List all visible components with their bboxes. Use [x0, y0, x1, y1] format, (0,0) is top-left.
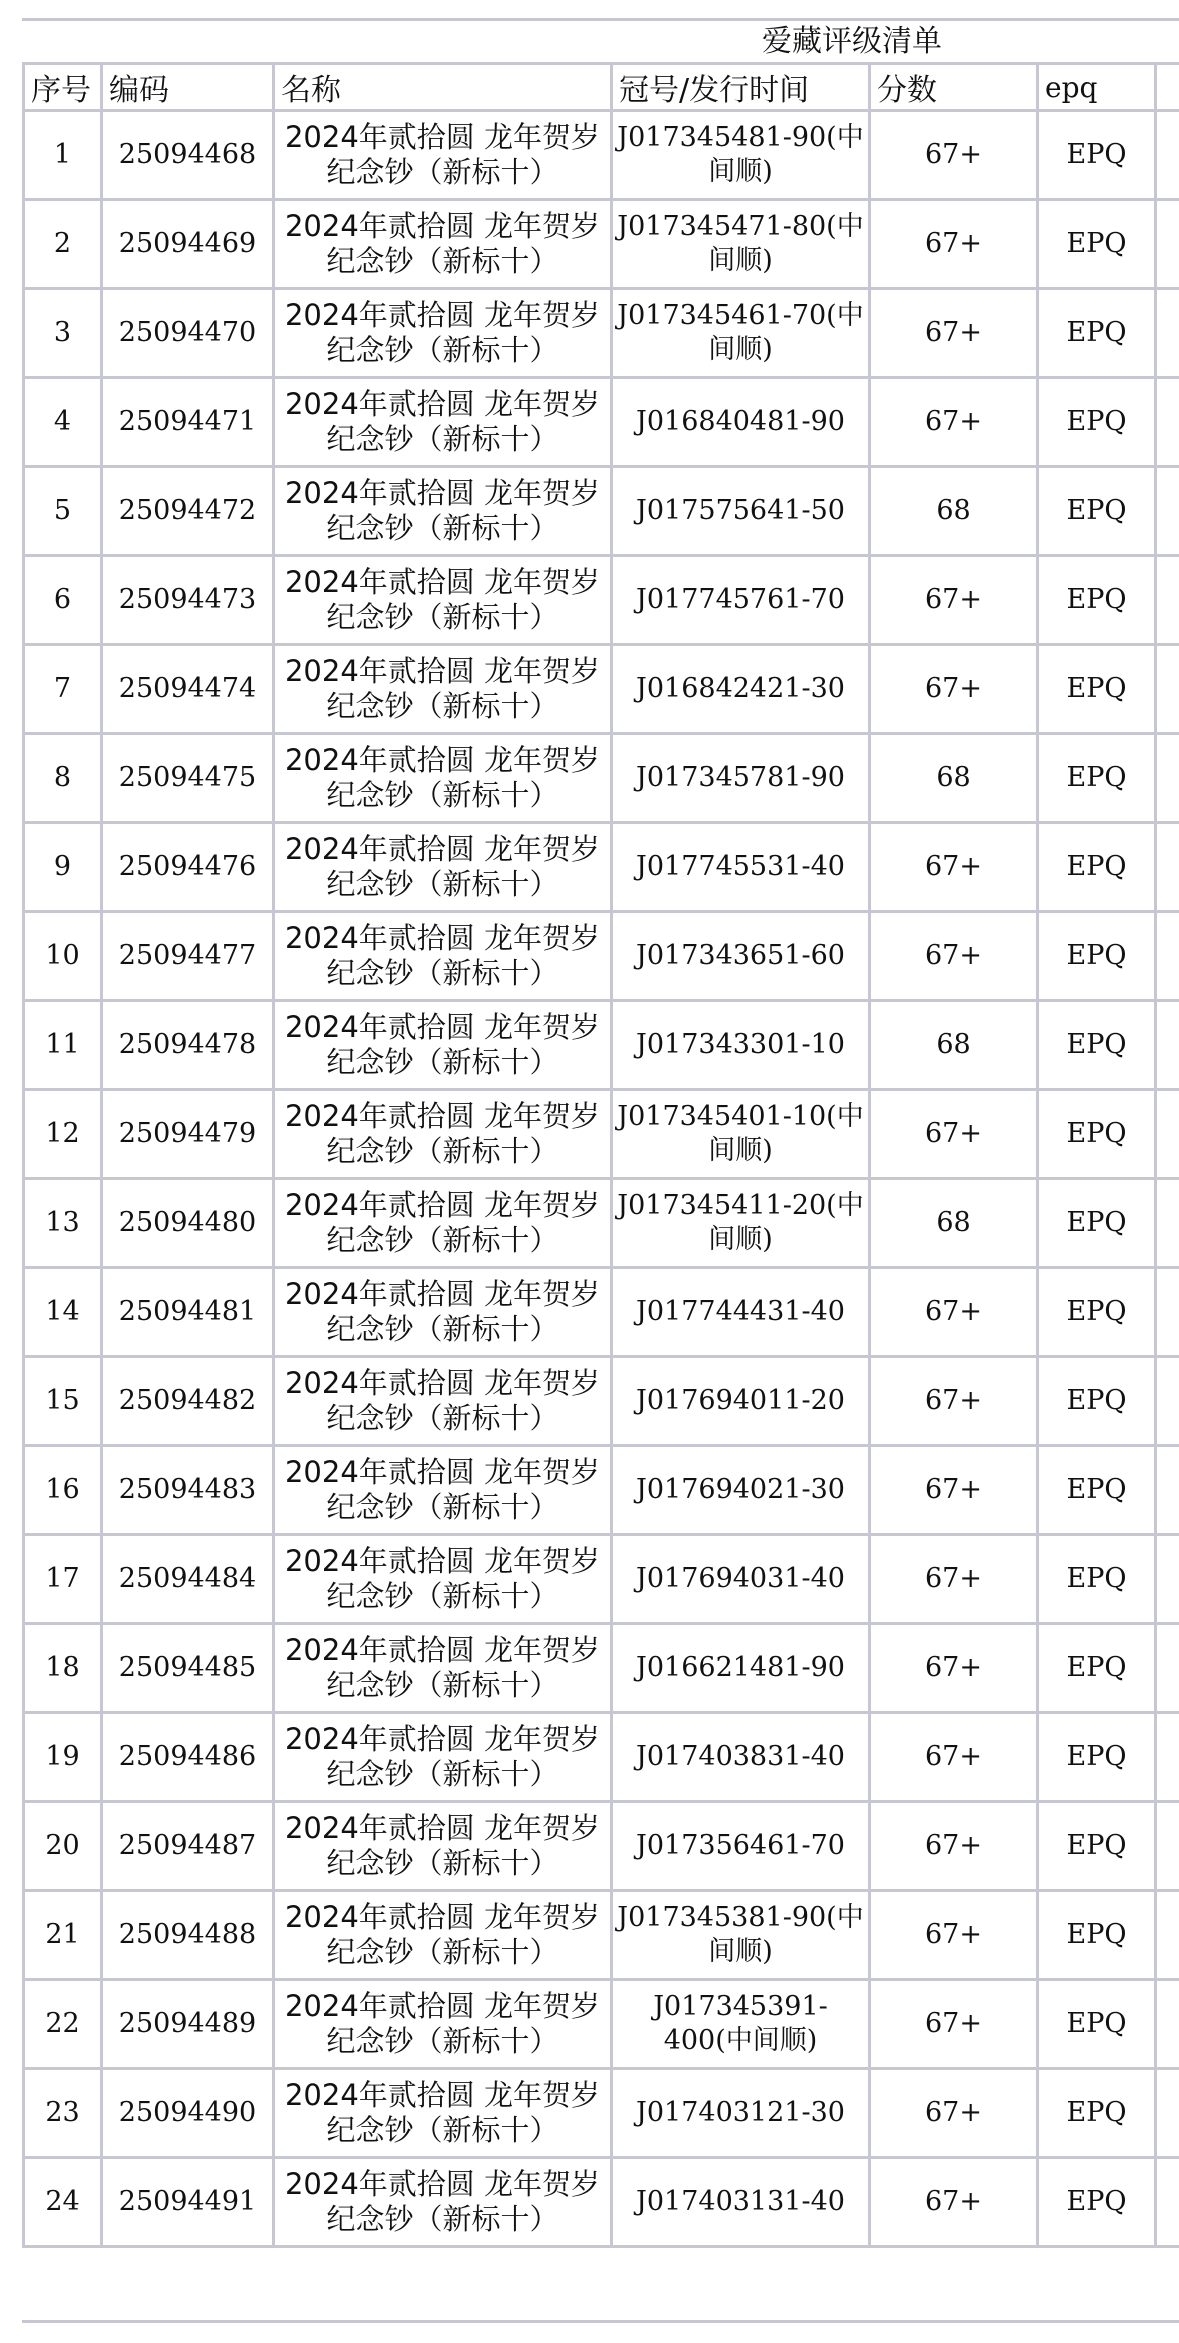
row-grade: EPQ [1038, 2069, 1156, 2158]
row-serial: J017345411-20(中间顺) [612, 1179, 870, 1268]
row-name: 2024年贰拾圆 龙年贺岁纪念钞（新标十） [274, 823, 612, 912]
row-grade: EPQ [1038, 1802, 1156, 1891]
row-serial: J017343301-10 [612, 1001, 870, 1090]
row-score: 67+ [870, 200, 1038, 289]
row-code: 25094490 [102, 2069, 274, 2158]
table-row [24, 200, 1179, 289]
row-score: 67+ [870, 1802, 1038, 1891]
row-grade: EPQ [1038, 1446, 1156, 1535]
table-row [24, 2158, 1179, 2247]
row-name: 2024年贰拾圆 龙年贺岁纪念钞（新标十） [274, 378, 612, 467]
row-code: 25094474 [102, 645, 274, 734]
row-extra-cell [1156, 823, 1179, 912]
row-serial: J017356461-70 [612, 1802, 870, 1891]
row-score: 68 [870, 1001, 1038, 1090]
row-score: 67+ [870, 556, 1038, 645]
row-name: 2024年贰拾圆 龙年贺岁纪念钞（新标十） [274, 1802, 612, 1891]
row-score: 67+ [870, 1446, 1038, 1535]
row-extra-cell [1156, 467, 1179, 556]
row-name: 2024年贰拾圆 龙年贺岁纪念钞（新标十） [274, 734, 612, 823]
row-extra-cell [1156, 1802, 1179, 1891]
row-serial: J017345461-70(中间顺) [612, 289, 870, 378]
sheet-title: 爱藏评级清单 [762, 24, 942, 59]
row-score: 67+ [870, 1624, 1038, 1713]
table-row [24, 378, 1179, 467]
row-serial: J017403121-30 [612, 2069, 870, 2158]
header-row [24, 64, 1179, 111]
row-grade: EPQ [1038, 1535, 1156, 1624]
row-serial: J016840481-90 [612, 378, 870, 467]
row-serial: J017403131-40 [612, 2158, 870, 2247]
row-extra-cell [1156, 1891, 1179, 1980]
row-serial: J017403831-40 [612, 1713, 870, 1802]
row-code: 25094489 [102, 1980, 274, 2069]
row-score: 67+ [870, 645, 1038, 734]
table-row [24, 1357, 1179, 1446]
row-grade: EPQ [1038, 734, 1156, 823]
grading-table [22, 62, 1179, 2248]
table-row [24, 1001, 1179, 1090]
row-grade: EPQ [1038, 645, 1156, 734]
row-name: 2024年贰拾圆 龙年贺岁纪念钞（新标十） [274, 467, 612, 556]
row-code: 25094472 [102, 467, 274, 556]
header-index: 序号 [24, 64, 102, 111]
row-serial: J017744431-40 [612, 1268, 870, 1357]
row-serial: J017345381-90(中间顺) [612, 1891, 870, 1980]
row-score: 67+ [870, 1090, 1038, 1179]
table-row [24, 467, 1179, 556]
table-row [24, 1268, 1179, 1357]
table-row [24, 1624, 1179, 1713]
row-score: 68 [870, 1179, 1038, 1268]
row-grade: EPQ [1038, 2158, 1156, 2247]
row-extra-cell [1156, 2069, 1179, 2158]
row-grade: EPQ [1038, 1001, 1156, 1090]
row-extra-cell [1156, 1980, 1179, 2069]
row-code: 25094473 [102, 556, 274, 645]
row-grade: EPQ [1038, 200, 1156, 289]
row-score: 67+ [870, 1891, 1038, 1980]
table-row [24, 2069, 1179, 2158]
row-code: 25094491 [102, 2158, 274, 2247]
row-grade: EPQ [1038, 556, 1156, 645]
row-index: 12 [24, 1090, 102, 1179]
row-index: 22 [24, 1980, 102, 2069]
row-index: 24 [24, 2158, 102, 2247]
row-index: 21 [24, 1891, 102, 1980]
row-extra-cell [1156, 1713, 1179, 1802]
row-name: 2024年贰拾圆 龙年贺岁纪念钞（新标十） [274, 1980, 612, 2069]
row-index: 6 [24, 556, 102, 645]
row-grade: EPQ [1038, 1268, 1156, 1357]
row-extra-cell [1156, 734, 1179, 823]
row-index: 4 [24, 378, 102, 467]
row-code: 25094469 [102, 200, 274, 289]
row-code: 25094471 [102, 378, 274, 467]
row-serial: J017343651-60 [612, 912, 870, 1001]
row-code: 25094481 [102, 1268, 274, 1357]
row-index: 15 [24, 1357, 102, 1446]
row-extra-cell [1156, 1268, 1179, 1357]
row-name: 2024年贰拾圆 龙年贺岁纪念钞（新标十） [274, 1713, 612, 1802]
row-name: 2024年贰拾圆 龙年贺岁纪念钞（新标十） [274, 645, 612, 734]
row-code: 25094482 [102, 1357, 274, 1446]
row-name: 2024年贰拾圆 龙年贺岁纪念钞（新标十） [274, 912, 612, 1001]
row-index: 20 [24, 1802, 102, 1891]
table-row [24, 1090, 1179, 1179]
row-index: 7 [24, 645, 102, 734]
row-serial: J017694021-30 [612, 1446, 870, 1535]
row-index: 14 [24, 1268, 102, 1357]
row-score: 67+ [870, 1713, 1038, 1802]
row-index: 17 [24, 1535, 102, 1624]
row-code: 25094479 [102, 1090, 274, 1179]
title-row [22, 18, 1179, 63]
row-name: 2024年贰拾圆 龙年贺岁纪念钞（新标十） [274, 1268, 612, 1357]
row-name: 2024年贰拾圆 龙年贺岁纪念钞（新标十） [274, 200, 612, 289]
row-code: 25094484 [102, 1535, 274, 1624]
header-serial: 冠号/发行时间 [612, 64, 870, 111]
row-serial: J017694011-20 [612, 1357, 870, 1446]
row-serial: J017345471-80(中间顺) [612, 200, 870, 289]
row-serial: J016842421-30 [612, 645, 870, 734]
row-extra-cell [1156, 1624, 1179, 1713]
row-name: 2024年贰拾圆 龙年贺岁纪念钞（新标十） [274, 1179, 612, 1268]
table-row [24, 1980, 1179, 2069]
row-extra-cell [1156, 1090, 1179, 1179]
row-name: 2024年贰拾圆 龙年贺岁纪念钞（新标十） [274, 1891, 612, 1980]
row-grade: EPQ [1038, 1357, 1156, 1446]
header-epq: epq [1038, 64, 1156, 111]
header-name: 名称 [274, 64, 612, 111]
row-code: 25094487 [102, 1802, 274, 1891]
row-score: 67+ [870, 289, 1038, 378]
row-code: 25094480 [102, 1179, 274, 1268]
row-extra-cell [1156, 289, 1179, 378]
table-row [24, 823, 1179, 912]
row-extra-cell [1156, 645, 1179, 734]
row-index: 3 [24, 289, 102, 378]
row-score: 67+ [870, 111, 1038, 200]
row-extra-cell [1156, 378, 1179, 467]
row-extra-cell [1156, 1179, 1179, 1268]
row-serial: J017345391-400(中间顺) [612, 1980, 870, 2069]
row-index: 2 [24, 200, 102, 289]
row-name: 2024年贰拾圆 龙年贺岁纪念钞（新标十） [274, 1001, 612, 1090]
row-score: 68 [870, 734, 1038, 823]
header-score: 分数 [870, 64, 1038, 111]
row-extra-cell [1156, 556, 1179, 645]
table-row [24, 734, 1179, 823]
row-code: 25094485 [102, 1624, 274, 1713]
row-grade: EPQ [1038, 467, 1156, 556]
row-name: 2024年贰拾圆 龙年贺岁纪念钞（新标十） [274, 556, 612, 645]
row-extra-cell [1156, 200, 1179, 289]
row-name: 2024年贰拾圆 龙年贺岁纪念钞（新标十） [274, 1624, 612, 1713]
row-score: 67+ [870, 378, 1038, 467]
row-serial: J017345781-90 [612, 734, 870, 823]
table-row [24, 1535, 1179, 1624]
row-code: 25094488 [102, 1891, 274, 1980]
row-grade: EPQ [1038, 1713, 1156, 1802]
row-extra-cell [1156, 1001, 1179, 1090]
row-score: 67+ [870, 2069, 1038, 2158]
header-code: 编码 [102, 64, 274, 111]
table-row [24, 289, 1179, 378]
row-code: 25094470 [102, 289, 274, 378]
row-name: 2024年贰拾圆 龙年贺岁纪念钞（新标十） [274, 2069, 612, 2158]
row-serial: J016621481-90 [612, 1624, 870, 1713]
row-score: 67+ [870, 2158, 1038, 2247]
row-grade: EPQ [1038, 823, 1156, 912]
row-index: 13 [24, 1179, 102, 1268]
row-extra-cell [1156, 1446, 1179, 1535]
row-score: 67+ [870, 1980, 1038, 2069]
table-row [24, 1446, 1179, 1535]
row-extra-cell [1156, 912, 1179, 1001]
row-score: 67+ [870, 1268, 1038, 1357]
row-name: 2024年贰拾圆 龙年贺岁纪念钞（新标十） [274, 1535, 612, 1624]
row-grade: EPQ [1038, 1980, 1156, 2069]
table-row [24, 645, 1179, 734]
row-index: 5 [24, 467, 102, 556]
row-index: 19 [24, 1713, 102, 1802]
row-code: 25094476 [102, 823, 274, 912]
row-serial: J017345481-90(中间顺) [612, 111, 870, 200]
row-extra-cell [1156, 1357, 1179, 1446]
row-index: 9 [24, 823, 102, 912]
row-serial: J017745531-40 [612, 823, 870, 912]
row-index: 16 [24, 1446, 102, 1535]
row-code: 25094475 [102, 734, 274, 823]
table-row [24, 1891, 1179, 1980]
row-code: 25094468 [102, 111, 274, 200]
row-name: 2024年贰拾圆 龙年贺岁纪念钞（新标十） [274, 1357, 612, 1446]
table-body [24, 111, 1179, 2247]
row-index: 18 [24, 1624, 102, 1713]
row-serial: J017345401-10(中间顺) [612, 1090, 870, 1179]
row-name: 2024年贰拾圆 龙年贺岁纪念钞（新标十） [274, 289, 612, 378]
row-extra-cell [1156, 111, 1179, 200]
row-grade: EPQ [1038, 111, 1156, 200]
row-serial: J017745761-70 [612, 556, 870, 645]
row-score: 68 [870, 467, 1038, 556]
header-extra [1156, 64, 1179, 111]
row-grade: EPQ [1038, 1624, 1156, 1713]
row-serial: J017575641-50 [612, 467, 870, 556]
row-extra-cell [1156, 2158, 1179, 2247]
row-grade: EPQ [1038, 1090, 1156, 1179]
table-row [24, 111, 1179, 200]
table-row [24, 556, 1179, 645]
row-code: 25094478 [102, 1001, 274, 1090]
row-serial: J017694031-40 [612, 1535, 870, 1624]
row-index: 8 [24, 734, 102, 823]
row-score: 67+ [870, 1535, 1038, 1624]
table-row [24, 1802, 1179, 1891]
table-row [24, 1179, 1179, 1268]
bottom-border [22, 2320, 1179, 2323]
row-code: 25094486 [102, 1713, 274, 1802]
row-name: 2024年贰拾圆 龙年贺岁纪念钞（新标十） [274, 1446, 612, 1535]
row-score: 67+ [870, 1357, 1038, 1446]
row-index: 11 [24, 1001, 102, 1090]
row-score: 67+ [870, 912, 1038, 1001]
row-score: 67+ [870, 823, 1038, 912]
row-grade: EPQ [1038, 912, 1156, 1001]
row-grade: EPQ [1038, 289, 1156, 378]
row-grade: EPQ [1038, 378, 1156, 467]
row-index: 23 [24, 2069, 102, 2158]
row-name: 2024年贰拾圆 龙年贺岁纪念钞（新标十） [274, 2158, 612, 2247]
row-index: 10 [24, 912, 102, 1001]
table-row [24, 1713, 1179, 1802]
row-code: 25094477 [102, 912, 274, 1001]
row-index: 1 [24, 111, 102, 200]
row-grade: EPQ [1038, 1179, 1156, 1268]
row-name: 2024年贰拾圆 龙年贺岁纪念钞（新标十） [274, 111, 612, 200]
row-code: 25094483 [102, 1446, 274, 1535]
table-row [24, 912, 1179, 1001]
row-extra-cell [1156, 1535, 1179, 1624]
row-grade: EPQ [1038, 1891, 1156, 1980]
row-name: 2024年贰拾圆 龙年贺岁纪念钞（新标十） [274, 1090, 612, 1179]
